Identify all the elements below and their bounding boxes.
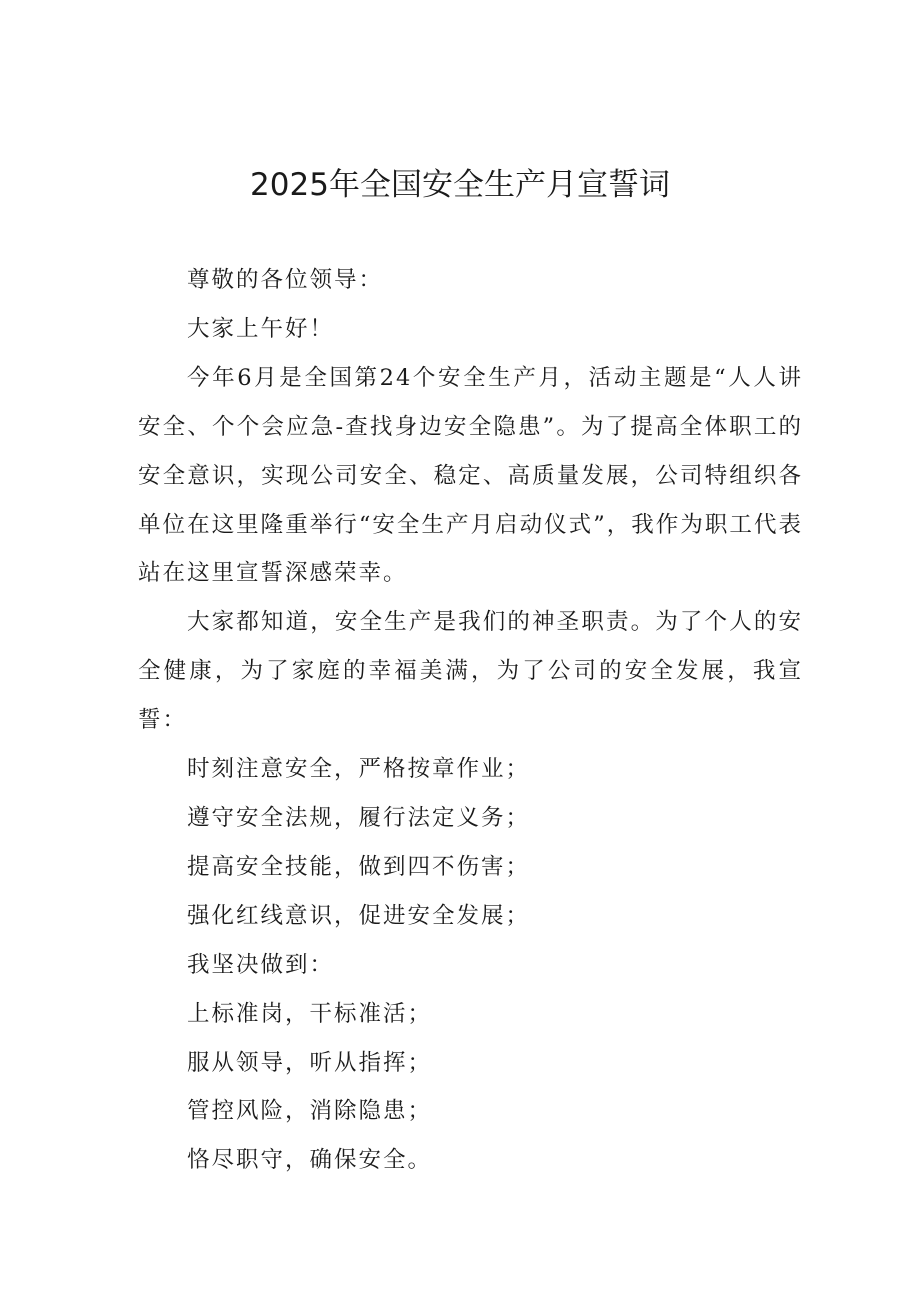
salutation: 尊敬的各位领导： [187,267,384,293]
resolve-item: 恪尽职守，确保安全。 [187,1147,433,1174]
paragraph-pledge-intro: 大家都知道，安全生产是我们的神圣职责。为了个人的安全健康，为了家庭的幸福美满，为了公司的安全发展，我宣誓： [138,609,803,734]
pledge-item: 强化红线意识，促进安全发展； [187,902,531,929]
greeting: 大家上午好！ [187,315,335,342]
resolve-intro: 我坚决做到： [187,951,335,978]
paragraph-theme: 今年6月是全国第24个安全生产月，活动主题是“人人讲安全、个个会应急-查找身边安全隐患”。为了提高全体职工的安全意识，实现公司安全、稳定、高质量发展，公司特组织各单位在这里隆重举行“安全生产月启动仪式”，我作为职工代表站在这里宣誓深感荣幸。 [138,364,803,587]
resolve-item: 服从领导，听从指挥； [187,1049,433,1076]
document-body [138,256,803,1185]
pledge-item: 遵守安全法规，履行法定义务； [187,804,531,831]
resolve-item: 管控风险，消除隐患； [187,1098,433,1125]
pledge-item: 提高安全技能，做到四不伤害； [187,853,531,880]
document-title: 2025年全国安全生产月宣誓词 [250,167,670,203]
pledge-item: 时刻注意安全，严格按章作业； [187,756,531,783]
resolve-item: 上标准岗，干标准活； [187,1000,433,1027]
